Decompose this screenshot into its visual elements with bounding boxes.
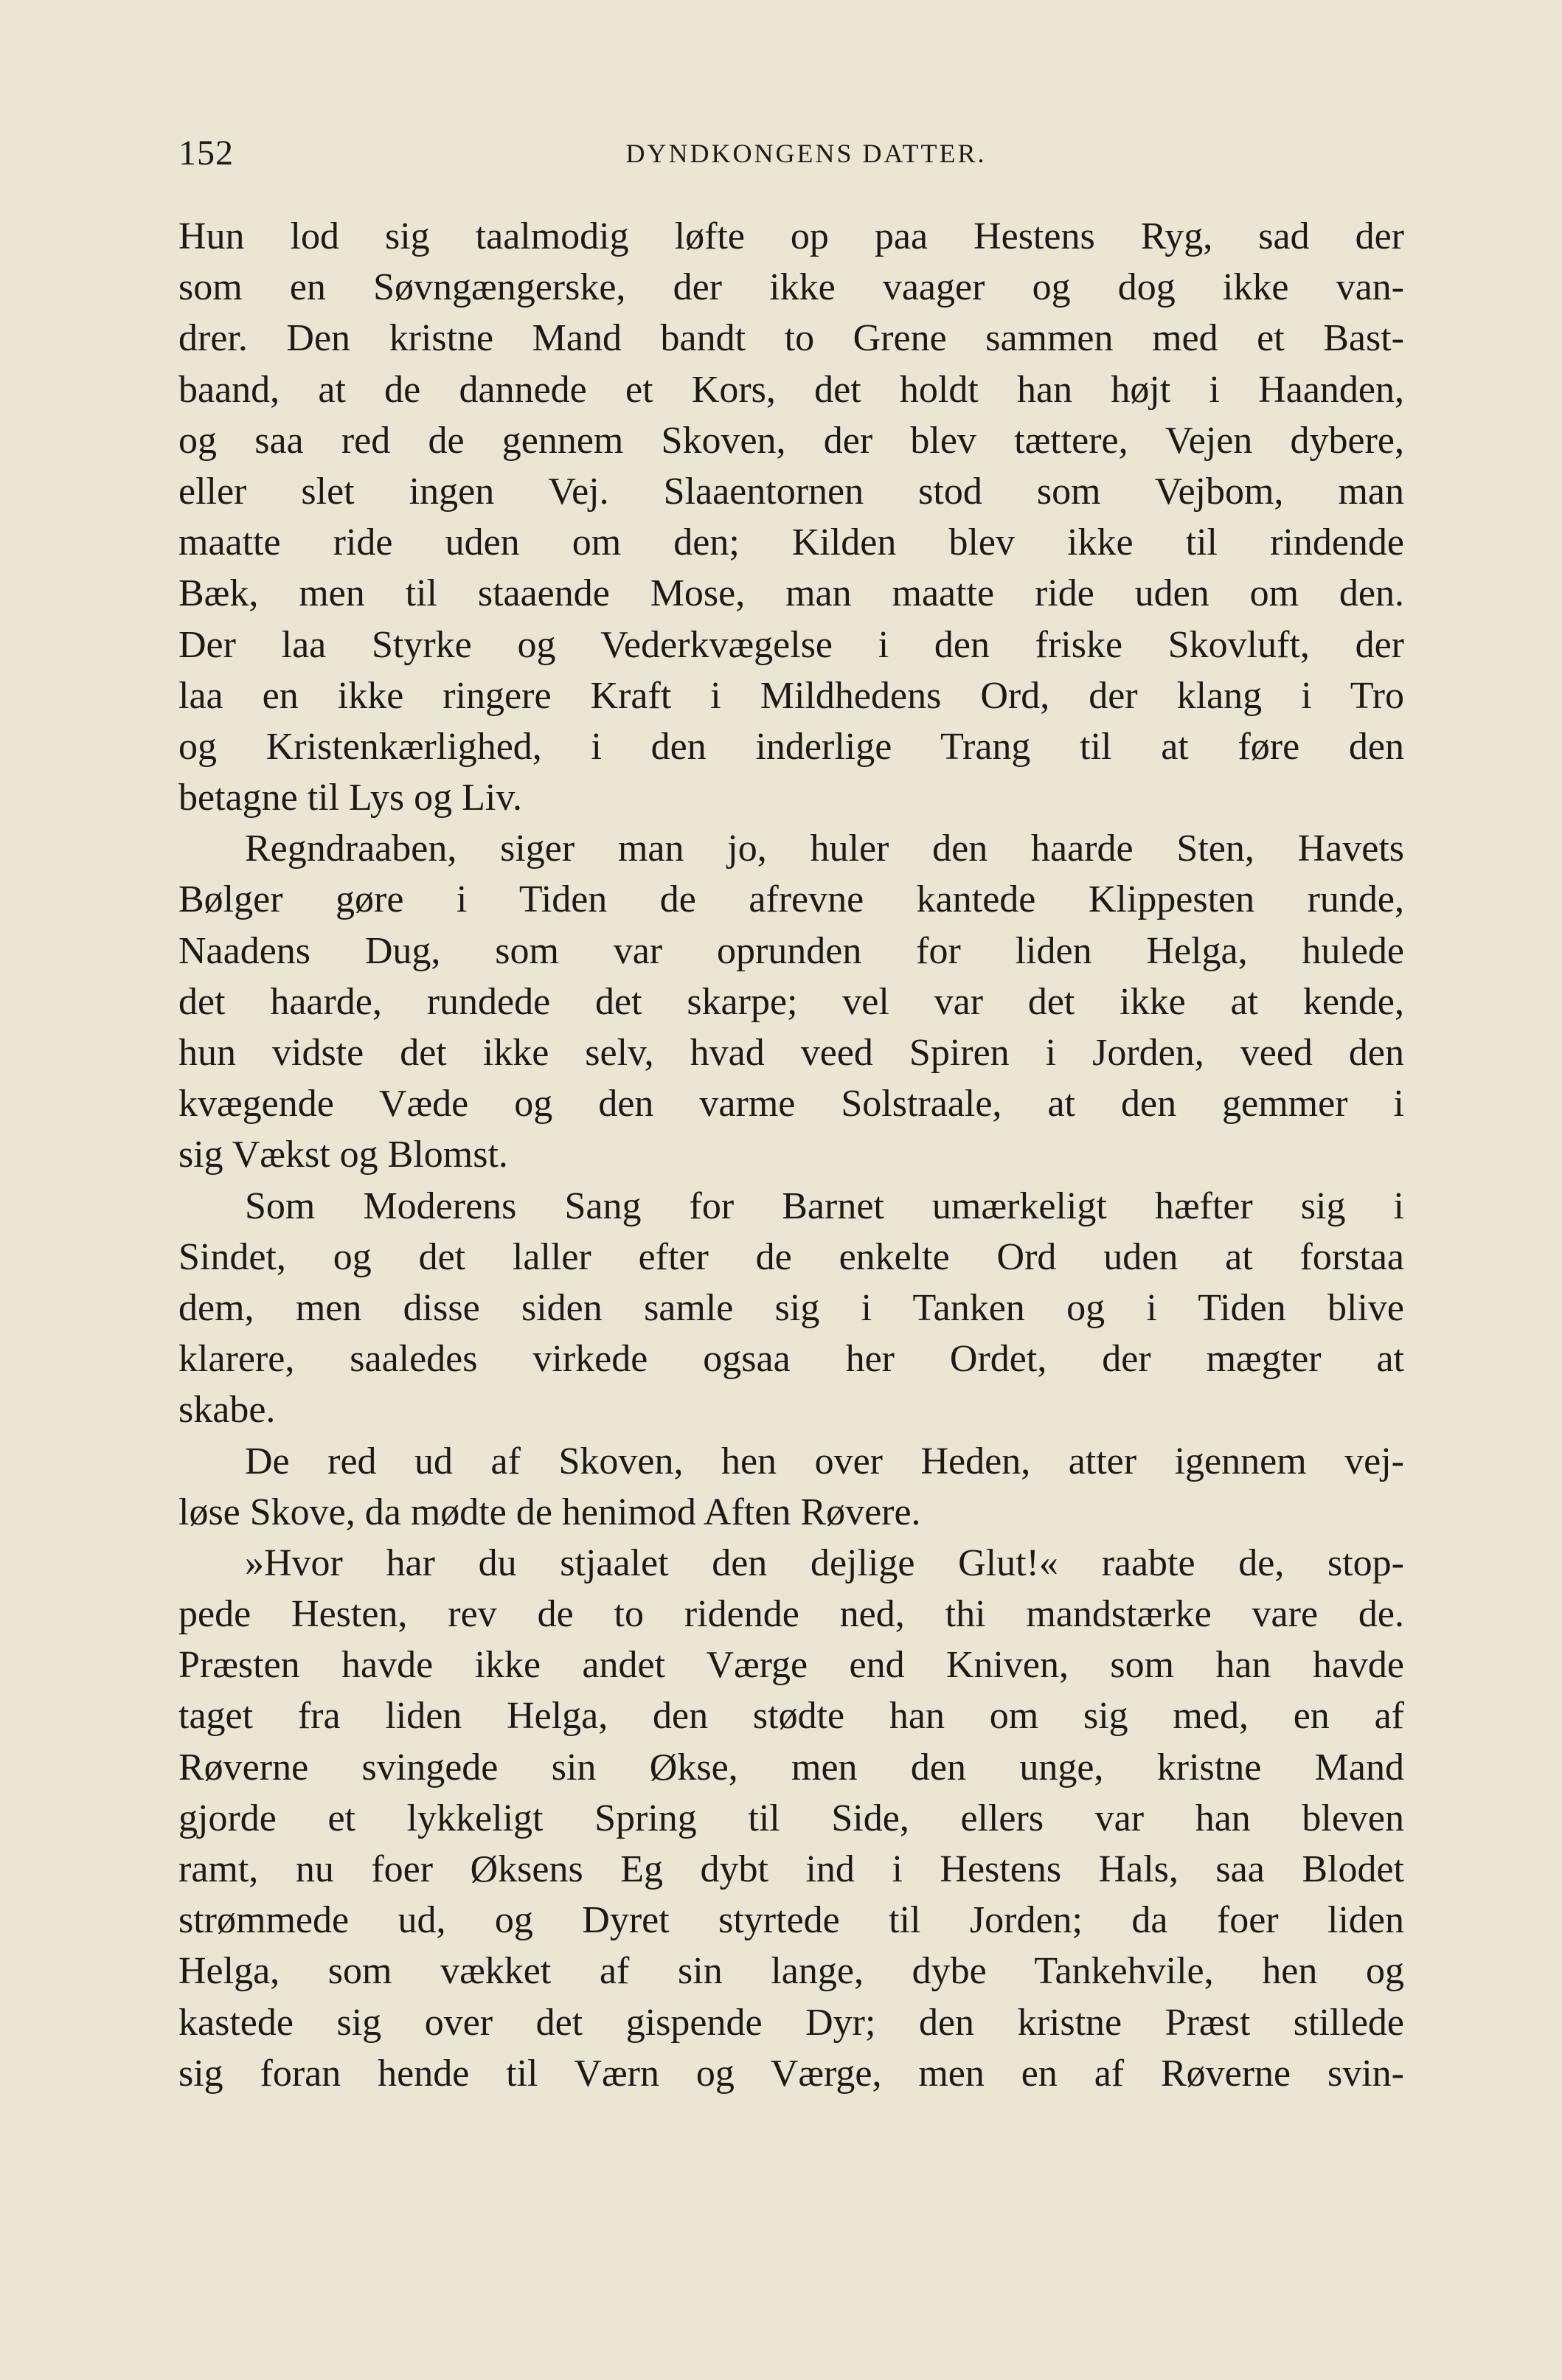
- text-line: sig Vækst og Blomst.: [178, 1134, 508, 1176]
- text-line: gjorde et lykkeligt Spring til Side, ellers var han bleven: [178, 1797, 1404, 1839]
- text-line: strømmede ud, og Dyret styrtede til Jorden; da foer liden: [178, 1899, 1404, 1942]
- text-line: taget fra liden Helga, den stødte han om sig med, en af: [178, 1695, 1404, 1738]
- text-line: maatte ride uden om den; Kilden blev ikke til rindende: [178, 521, 1404, 564]
- text-line: løse Skove, da mødte de henimod Aften Røvere.: [178, 1491, 921, 1533]
- text-line: kastede sig over det gispende Dyr; den kristne Præst stillede: [178, 2001, 1404, 2044]
- text-line: ramt, nu foer Øksens Eg dybt ind i Hestens Hals, saa Blodet: [178, 1848, 1404, 1890]
- text-line: Røverne svingede sin Økse, men den unge, kristne Mand: [178, 1746, 1404, 1789]
- text-line: Bæk, men til staaende Mose, man maatte ride uden om den.: [178, 572, 1404, 615]
- text-line: betagne til Lys og Liv.: [178, 777, 522, 819]
- text-line: Bølger gøre i Tiden de afrevne kantede Klippesten runde,: [178, 878, 1404, 921]
- text-line: Naadens Dug, som var oprunden for liden Helga, hulede: [178, 929, 1404, 972]
- text-line: eller slet ingen Vej. Slaaentornen stod som Vejbom, man: [178, 470, 1404, 513]
- text-line: skabe.: [178, 1389, 276, 1432]
- text-line: som en Søvngængerske, der ikke vaager og dog ikke van-: [178, 266, 1404, 309]
- text-line: klarere, saaledes virkede ogsaa her Ordet, der mægter at: [178, 1338, 1404, 1381]
- text-line: baand, at de dannede et Kors, det holdt han højt i Haanden,: [178, 368, 1404, 411]
- text-line: pede Hesten, rev de to ridende ned, thi mandstærke vare de.: [178, 1593, 1404, 1636]
- text-line: sig foran hende til Værn og Værge, men en af Røverne svin-: [178, 2052, 1404, 2095]
- page-header: [178, 124, 1404, 183]
- text-line: Regndraaben, siger man jo, huler den haarde Sten, Havets: [245, 828, 1404, 870]
- text-line: Der laa Styrke og Vederkvægelse i den friske Skovluft, der: [178, 623, 1404, 666]
- body-text: [178, 211, 1404, 2099]
- text-line: dem, men disse siden samle sig i Tanken og i Tiden blive: [178, 1286, 1404, 1329]
- text-line: Helga, som vækket af sin lange, dybe Tankehvile, hen og: [178, 1950, 1404, 1993]
- text-line: hun vidste det ikke selv, hvad veed Spiren i Jorden, veed den: [178, 1032, 1404, 1074]
- text-line: Hun lod sig taalmodig løfte op paa Hestens Ryg, sad der: [178, 215, 1404, 257]
- text-line: Sindet, og det laller efter de enkelte Ord uden at forstaa: [178, 1235, 1404, 1278]
- text-line: laa en ikke ringere Kraft i Mildhedens Ord, der klang i Tro: [178, 674, 1404, 717]
- text-line: »Hvor har du stjaalet den dejlige Glut!« raabte de, stop-: [245, 1541, 1404, 1584]
- text-line: De red ud af Skoven, hen over Heden, atter igennem vej-: [245, 1440, 1404, 1482]
- running-title: DYNDKONGENS DATTER.: [625, 139, 987, 168]
- text-line: Som Moderens Sang for Barnet umærkeligt hæfter sig i: [245, 1184, 1404, 1227]
- text-line: det haarde, rundede det skarpe; vel var det ikke at kende,: [178, 980, 1404, 1023]
- text-line: Præsten havde ikke andet Værge end Kniven, som han havde: [178, 1644, 1404, 1687]
- text-line: og saa red de gennem Skoven, der blev tættere, Vejen dybere,: [178, 419, 1404, 462]
- text-line: kvægende Væde og den varme Solstraale, at den gemmer i: [178, 1083, 1404, 1125]
- text-line: og Kristenkærlighed, i den inderlige Trang til at føre den: [178, 725, 1404, 768]
- page-number: 152: [178, 133, 234, 173]
- text-line: drer. Den kristne Mand bandt to Grene sammen med et Bast-: [178, 317, 1404, 360]
